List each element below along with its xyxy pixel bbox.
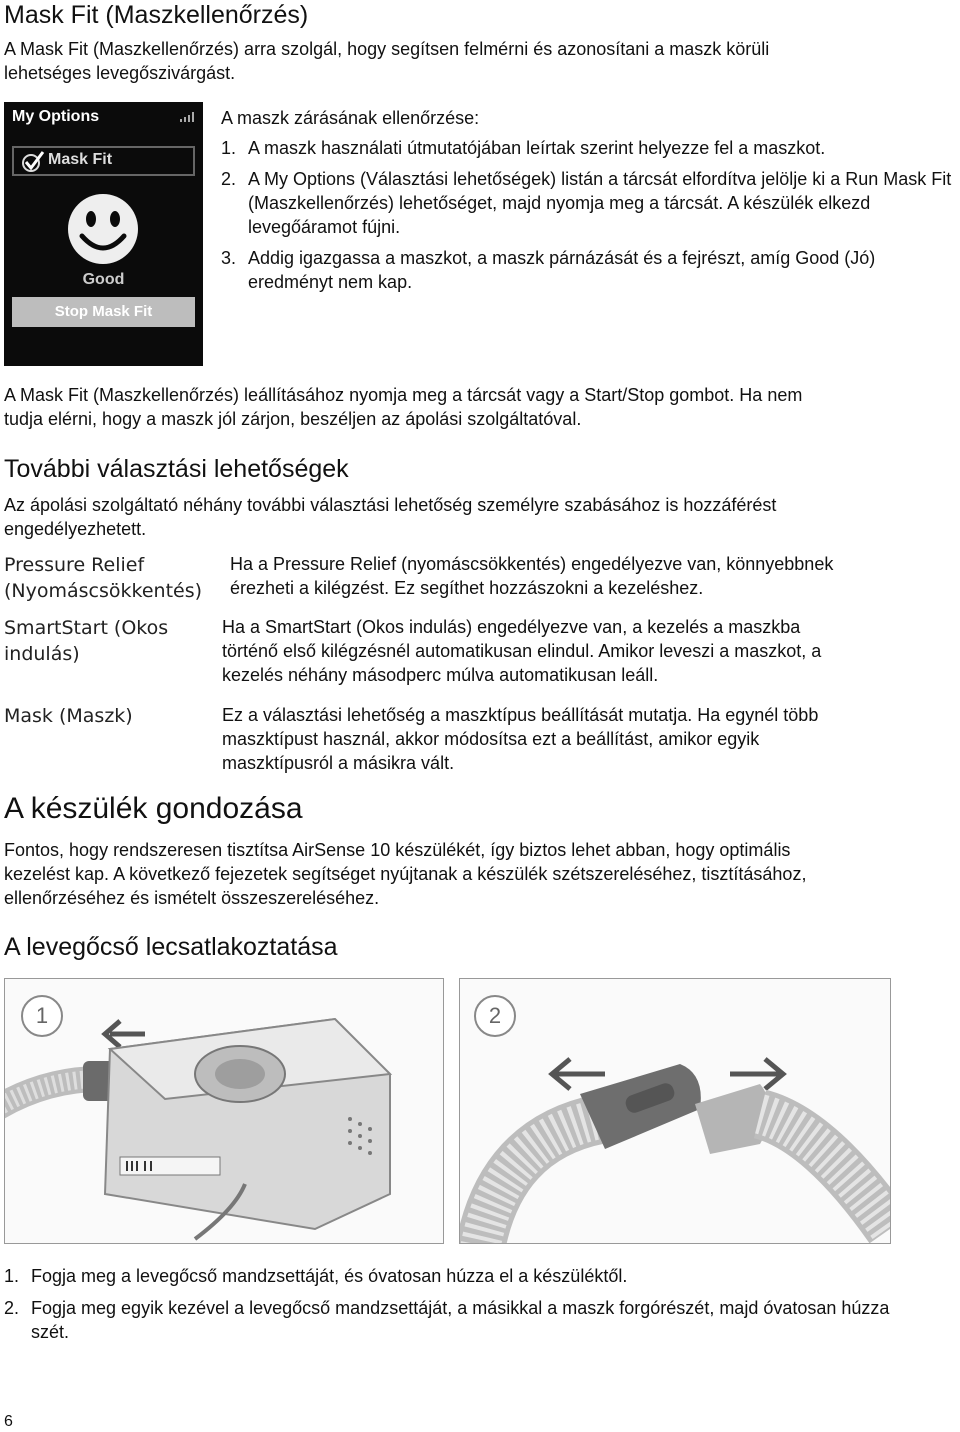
step-text: Fogja meg a levegőcső mandzsettáját, és óvatosan húzza el a készüléktől. <box>31 1266 628 1286</box>
step-number: 1. <box>221 138 237 158</box>
signal-icon <box>180 112 194 122</box>
figure-1-device-tube <box>4 978 444 1244</box>
page-number: 6 <box>4 1413 13 1430</box>
care-line2: kezelést kap. A következő fejezetek segítséget nyújtanak a készülék szétszereléséhez, tisztításához, <box>4 864 807 884</box>
disconnect-steps <box>4 1264 904 1351</box>
more-options-intro-line2: engedélyezhetett. <box>4 519 147 539</box>
section-heading-disconnect: A levegőcső lecsatlakoztatása <box>4 933 338 961</box>
option-desc-mask-1: Ez a választási lehetőség a maszktípus beállítását mutatja. Ha egynél több <box>222 705 819 725</box>
option-label-smartstart-2: indulás) <box>4 643 80 665</box>
check-icon <box>20 150 46 174</box>
option-desc-smartstart-1: Ha a SmartStart (Okos indulás) engedélyezve van, a kezelés a maszkba <box>222 617 801 637</box>
option-label-pressure-relief-2: (Nyomáscsökkentés) <box>4 580 203 602</box>
step-text: A maszk használati útmutatójában leírtak szerint helyezze fel a maszkot. <box>248 138 826 158</box>
list-item <box>4 1264 904 1288</box>
mask-fit-intro-line1: A Mask Fit (Maszkellenőrzés) arra szolgál, hogy segítsen felmérni és azonosítani a maszk körüli <box>4 39 770 59</box>
device-screen-illustration <box>4 102 203 366</box>
step-number: 2. <box>4 1298 20 1318</box>
section-heading-care: A készülék gondozása <box>4 792 303 825</box>
list-item <box>221 167 956 239</box>
step-number: 1. <box>4 1266 20 1286</box>
mask-fit-stop-line1: A Mask Fit (Maszkellenőrzés) leállításához nyomja meg a tárcsát vagy a Start/Stop gombot. Ha nem <box>4 385 803 405</box>
step-text: A My Options (Választási lehetőségek) listán a tárcsát elfordítva jelölje ki a Run Mask Fit (Maszkellenőrzés) lehetőséget, majd nyomja meg a tárcsát. A készülék elkezd levegőáramot fújni. <box>248 169 952 237</box>
option-desc-smartstart-3: kezelés néhány másodperc múlva automatikusan leáll. <box>222 665 659 685</box>
option-desc-mask-2: maszktípust használ, akkor módosítsa ezt a beállítást, amikor egyik <box>222 729 760 749</box>
list-item <box>4 1296 904 1344</box>
option-label-smartstart-1: SmartStart (Okos <box>4 617 169 639</box>
option-desc-mask-3: maszktípusról a másikra vált. <box>222 753 455 773</box>
figure-number: 1 <box>21 995 63 1037</box>
option-desc-pressure-relief-2: érezheti a kilégzést. Ez segíthet hozzászokni a kezeléshez. <box>230 578 704 598</box>
mask-fit-intro-line2: lehetséges levegőszivárgást. <box>4 63 236 83</box>
step-text: Addig igazgassa a maszkot, a maszk párnázását és a fejrészt, amíg Good (Jó) eredményt nem kap. <box>248 248 876 292</box>
tube-illustration <box>460 979 890 1243</box>
figure-number: 2 <box>474 995 516 1037</box>
stop-mask-fit-button: Stop Mask Fit <box>12 297 195 327</box>
option-desc-smartstart-2: történő első kilégzésnél automatikusan elindul. Amikor leveszi a maszkot, a <box>222 641 822 661</box>
device-illustration <box>5 979 443 1243</box>
option-desc-pressure-relief-1: Ha a Pressure Relief (nyomáscsökkentés) engedélyezve van, könnyebbnek <box>230 554 834 574</box>
mask-fit-stop-line2: tudja elérni, hogy a maszk jól zárjon, beszéljen az ápolási szolgáltatóval. <box>4 409 582 429</box>
section-heading-more-options: További választási lehetőségek <box>4 455 349 483</box>
step-number: 3. <box>221 248 237 268</box>
mask-fit-steps <box>221 136 956 301</box>
list-item <box>221 246 956 294</box>
option-label-pressure-relief-1: Pressure Relief <box>4 554 145 576</box>
smiley-icon <box>66 192 140 266</box>
step-text: Fogja meg egyik kezével a levegőcső mandzsettáját, a másikkal a maszk forgórészét, majd óvatosan húzza szét. <box>31 1298 890 1342</box>
section-heading-mask-fit: Mask Fit (Maszkellenőrzés) <box>4 1 309 29</box>
mask-fit-item-label: Mask Fit <box>48 151 113 168</box>
steps-title: A maszk zárásának ellenőrzése: <box>221 108 480 128</box>
care-line1: Fontos, hogy rendszeresen tisztítsa AirSense 10 készülékét, így biztos lehet abban, hogy optimális <box>4 840 791 860</box>
figure-2-tube-mask <box>459 978 891 1244</box>
list-item <box>221 136 956 160</box>
screen-title: My Options <box>12 108 100 125</box>
mask-fit-menu-item <box>12 146 195 176</box>
more-options-intro-line1: Az ápolási szolgáltató néhány további választási lehetőség személyre szabásához is hozzáférést <box>4 495 777 515</box>
care-line3: ellenőrzéséhez és ismételt összeszereléséhez. <box>4 888 380 908</box>
fit-result: Good <box>82 271 125 288</box>
step-number: 2. <box>221 169 237 189</box>
option-label-mask: Mask (Maszk) <box>4 705 133 727</box>
